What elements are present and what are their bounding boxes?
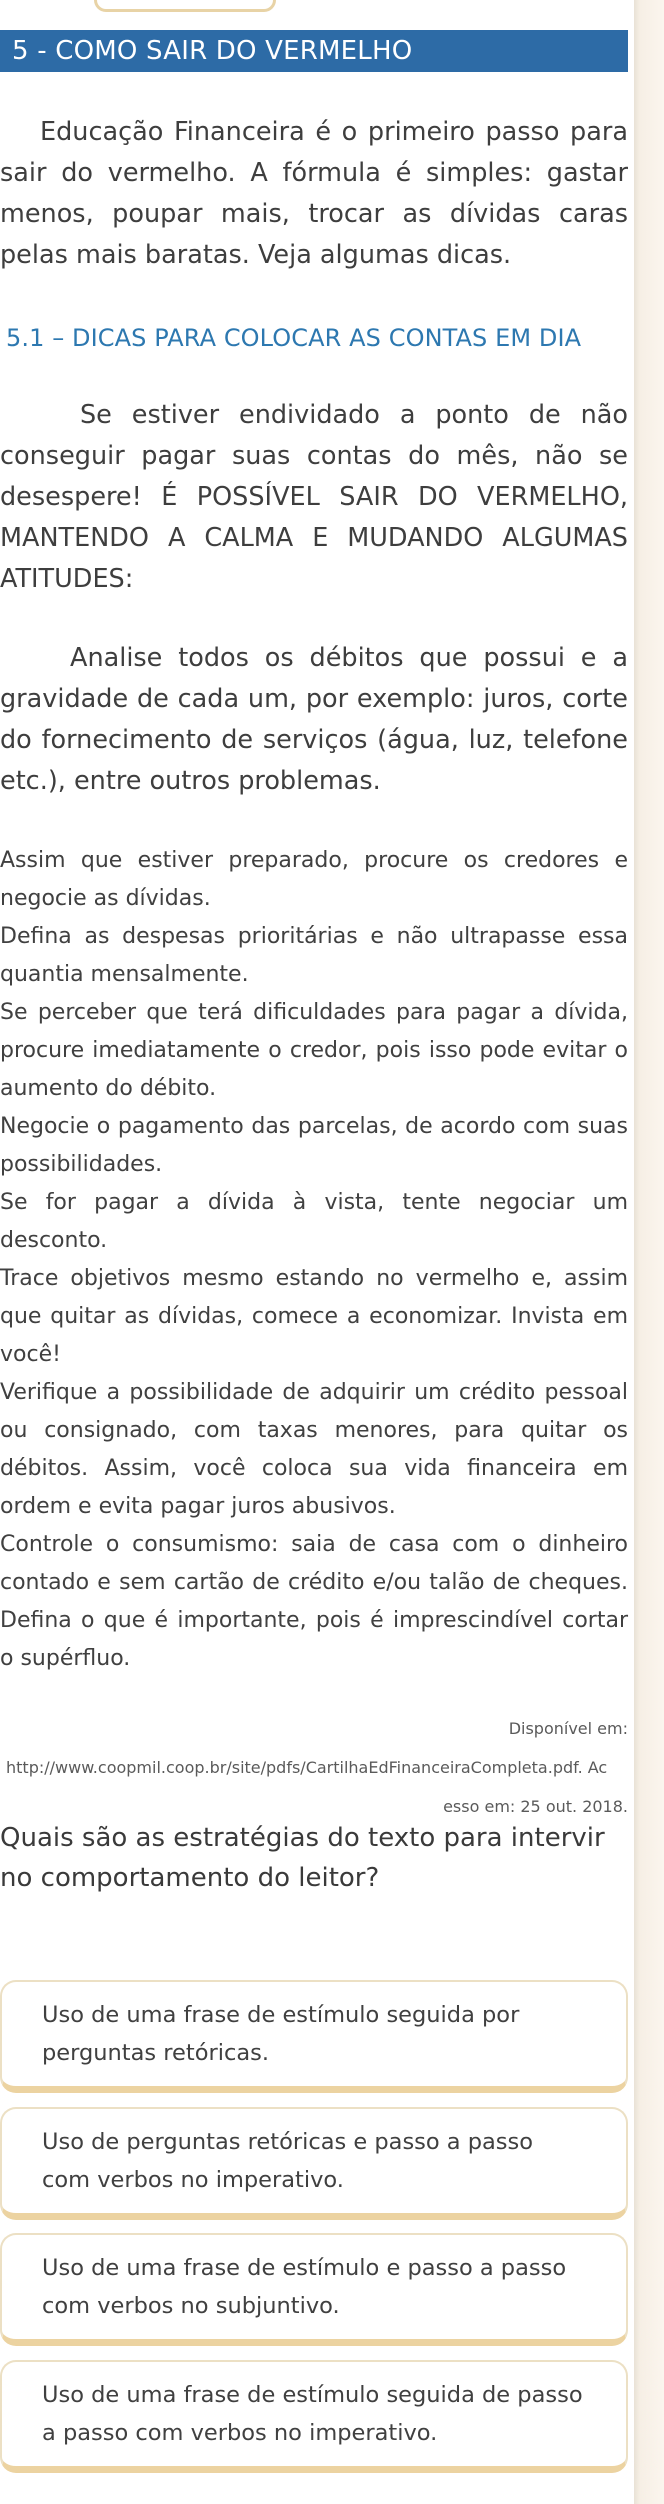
question-text: Quais são as estratégias do texto para intervir no comportamento do leitor?: [0, 1823, 605, 1893]
tips-list: [0, 842, 628, 1678]
source-access-date: esso em: 25 out. 2018.: [443, 1797, 628, 1816]
subsection-title: 5.1 – DICAS PARA COLOCAR AS CONTAS EM DIA: [6, 324, 582, 352]
tip-item: Controle o consumismo: saia de casa com o dinheiro contado e sem cartão de crédito e/ou talão de cheques. Defina o que é importante, pois é imprescindível cortar o supérfluo.: [0, 1532, 628, 1671]
answer-option-3[interactable]: Uso de uma frase de estímulo e passo a passo com verbos no subjuntivo.: [0, 2233, 628, 2346]
paragraph-1: Se estiver endividado a ponto de não conseguir pagar suas contas do mês, não se desespere! É POSSÍVEL SAIR DO VERMELHO, MANTENDO A CALMA E MUDANDO ALGUMAS ATITUDES:: [0, 400, 628, 594]
answer-option-4[interactable]: Uso de uma frase de estímulo seguida de passo a passo com verbos no imperativo.: [0, 2360, 628, 2473]
intro-paragraph: Educação Financeira é o primeiro passo para sair do vermelho. A fórmula é simples: gastar menos, poupar mais, trocar as dívidas caras pelas mais baratas. Veja algumas dicas.: [0, 117, 628, 270]
right-edge-bar: [634, 0, 664, 2504]
tip-item: Assim que estiver preparado, procure os credores e negocie as dívidas.: [0, 848, 628, 911]
tip-item: Trace objetivos mesmo estando no vermelho e, assim que quitar as dívidas, comece a economizar. Invista em você!: [0, 1266, 628, 1367]
tip-item: Defina as despesas prioritárias e não ultrapasse essa quantia mensalmente.: [0, 924, 628, 987]
source-url: http://www.coopmil.coop.br/site/pdfs/CartilhaEdFinanceiraCompleta.pdf. Ac: [6, 1758, 608, 1777]
tip-item: Verifique a possibilidade de adquirir um crédito pessoal ou consignado, com taxas menores, para quitar os débitos. Assim, você coloca sua vida financeira em ordem e evita pagar juros abusivos.: [0, 1380, 628, 1519]
tip-item: Negocie o pagamento das parcelas, de acordo com suas possibilidades.: [0, 1114, 628, 1177]
section-title-banner: 5 - COMO SAIR DO VERMELHO: [0, 30, 628, 72]
source-label: Disponível em:: [508, 1719, 628, 1738]
tip-item: Se perceber que terá dificuldades para pagar a dívida, procure imediatamente o credor, pois isso pode evitar o aumento do débito.: [0, 1000, 628, 1101]
top-tab-decoration: [94, 0, 276, 12]
answer-option-1[interactable]: Uso de uma frase de estímulo seguida por perguntas retóricas.: [0, 1980, 628, 2093]
answer-option-2[interactable]: Uso de perguntas retóricas e passo a passo com verbos no imperativo.: [0, 2107, 628, 2220]
paragraph-2: Analise todos os débitos que possui e a gravidade de cada um, por exemplo: juros, corte do fornecimento de serviços (água, luz, telefone etc.), entre outros problemas.: [0, 643, 628, 796]
tip-item: Se for pagar a dívida à vista, tente negociar um desconto.: [0, 1190, 628, 1253]
